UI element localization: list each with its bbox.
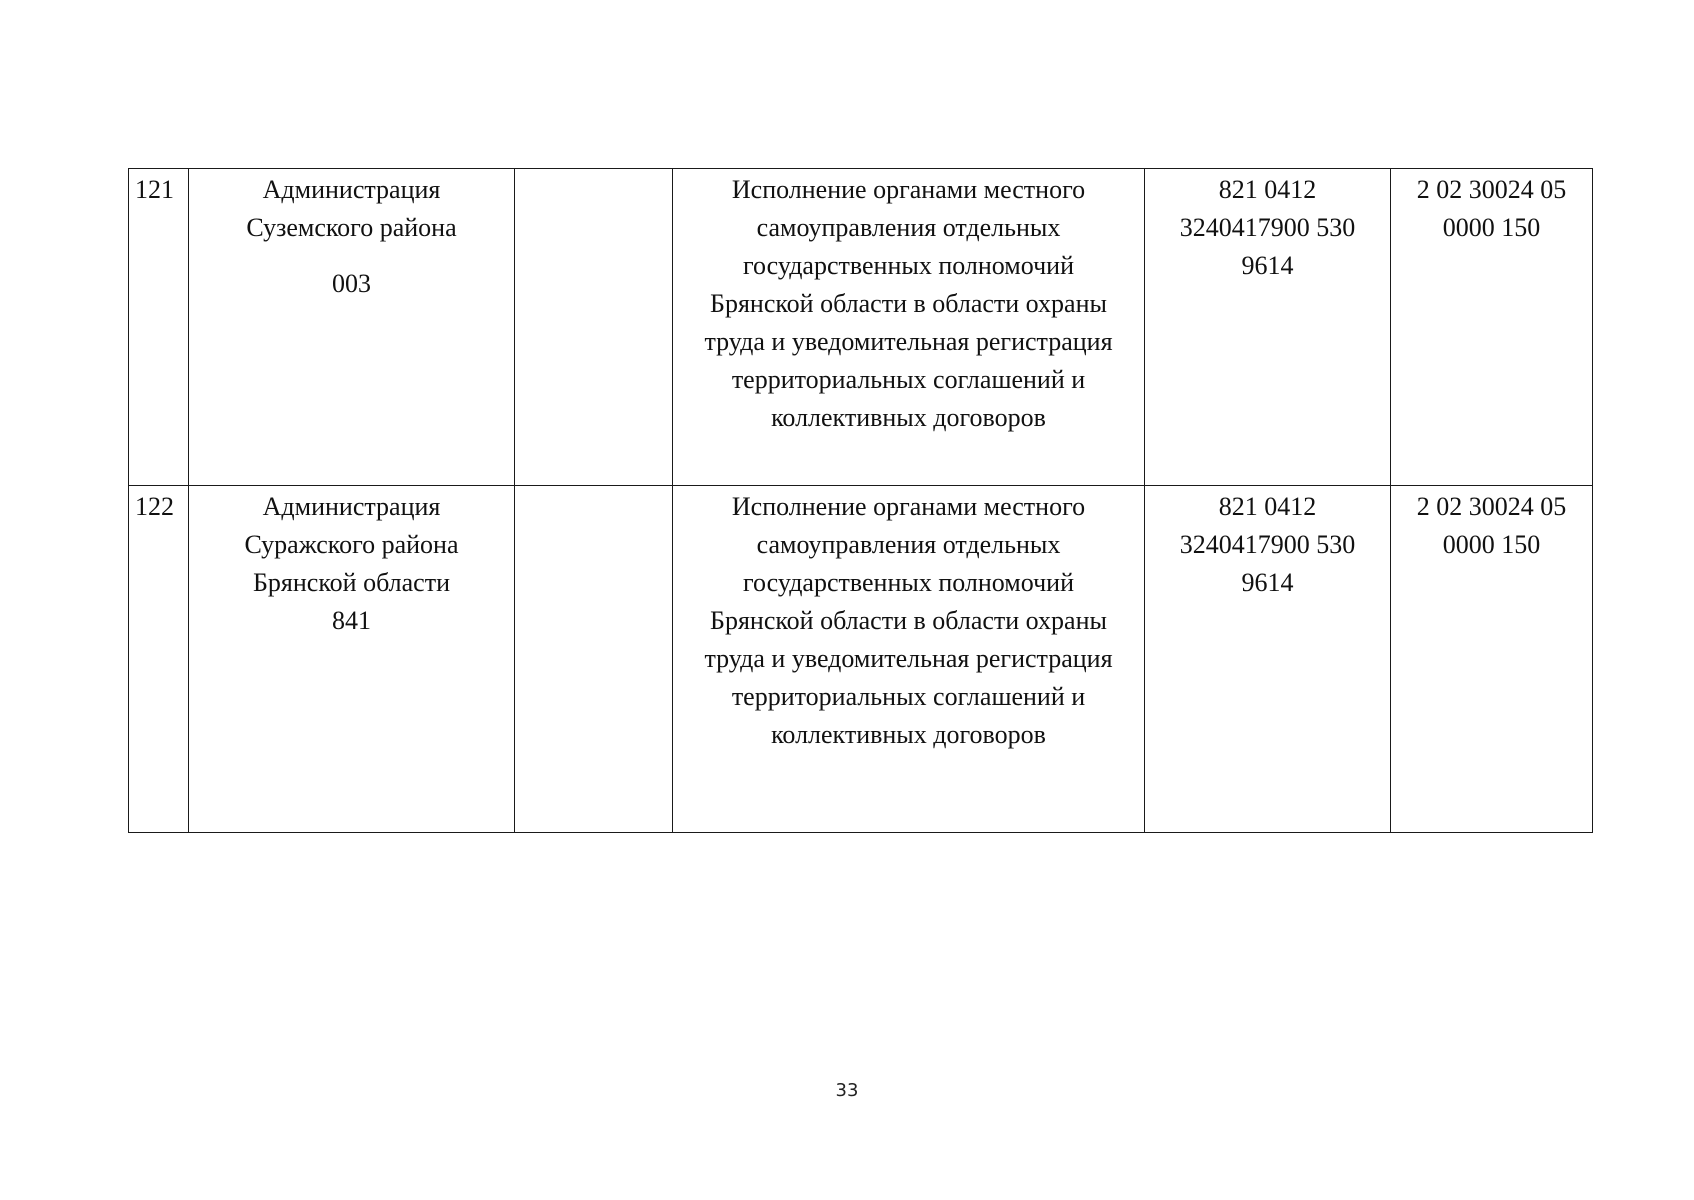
- table-row: [129, 486, 1593, 833]
- recipient-code: 003: [332, 269, 371, 298]
- purpose-line: Брянской области в области охраны: [710, 289, 1107, 318]
- income-code-cell: [1391, 486, 1593, 833]
- budget-code-line: 3240417900 530: [1179, 213, 1356, 242]
- recipient-line: Суземского района: [246, 213, 457, 242]
- budget-code-cell: [1145, 486, 1391, 833]
- purpose-line: территориальных соглашений и: [731, 682, 1086, 711]
- budget-code-line: 9614: [1241, 568, 1294, 597]
- row-number: 121: [129, 169, 189, 486]
- income-code-cell: [1391, 169, 1593, 486]
- purpose-line: самоуправления отдельных: [756, 213, 1061, 242]
- purpose-cell: [673, 486, 1145, 833]
- purpose-line: самоуправления отдельных: [756, 530, 1061, 559]
- purpose-line: государственных полномочий: [742, 251, 1074, 280]
- spacer: [195, 247, 508, 265]
- page-number: 33: [835, 1080, 859, 1101]
- recipient-cell: [189, 486, 515, 833]
- recipient-line: Суражского района: [244, 530, 459, 559]
- purpose-line: Исполнение органами местного: [731, 492, 1086, 521]
- recipient-cell: [189, 169, 515, 486]
- row-number: 122: [129, 486, 189, 833]
- budget-code-line: 821 0412: [1218, 492, 1317, 521]
- income-code-line: 2 02 30024 05: [1416, 175, 1567, 204]
- budget-code-line: 9614: [1241, 251, 1294, 280]
- income-code-line: 2 02 30024 05: [1416, 492, 1567, 521]
- budget-code-line: 821 0412: [1218, 175, 1317, 204]
- budget-code-cell: [1145, 169, 1391, 486]
- purpose-line: Брянской области в области охраны: [710, 606, 1107, 635]
- recipient-line: Администрация: [262, 175, 441, 204]
- income-code-line: 0000 150: [1442, 213, 1541, 242]
- budget-code-line: 3240417900 530: [1179, 530, 1356, 559]
- purpose-line: территориальных соглашений и: [731, 365, 1086, 394]
- recipient-line: Брянской области: [253, 568, 450, 597]
- recipient-line: Администрация: [262, 492, 441, 521]
- empty-cell: [515, 169, 673, 486]
- income-code-line: 0000 150: [1442, 530, 1541, 559]
- recipient-code: 841: [332, 606, 371, 635]
- purpose-line: государственных полномочий: [742, 568, 1074, 597]
- purpose-line: труда и уведомительная регистрация: [704, 327, 1113, 356]
- table-row: [129, 169, 1593, 486]
- allocation-table: [128, 168, 1593, 833]
- purpose-line: Исполнение органами местного: [731, 175, 1086, 204]
- purpose-cell: [673, 169, 1145, 486]
- purpose-line: коллективных договоров: [771, 720, 1046, 749]
- purpose-line: коллективных договоров: [771, 403, 1046, 432]
- empty-cell: [515, 486, 673, 833]
- purpose-line: труда и уведомительная регистрация: [704, 644, 1113, 673]
